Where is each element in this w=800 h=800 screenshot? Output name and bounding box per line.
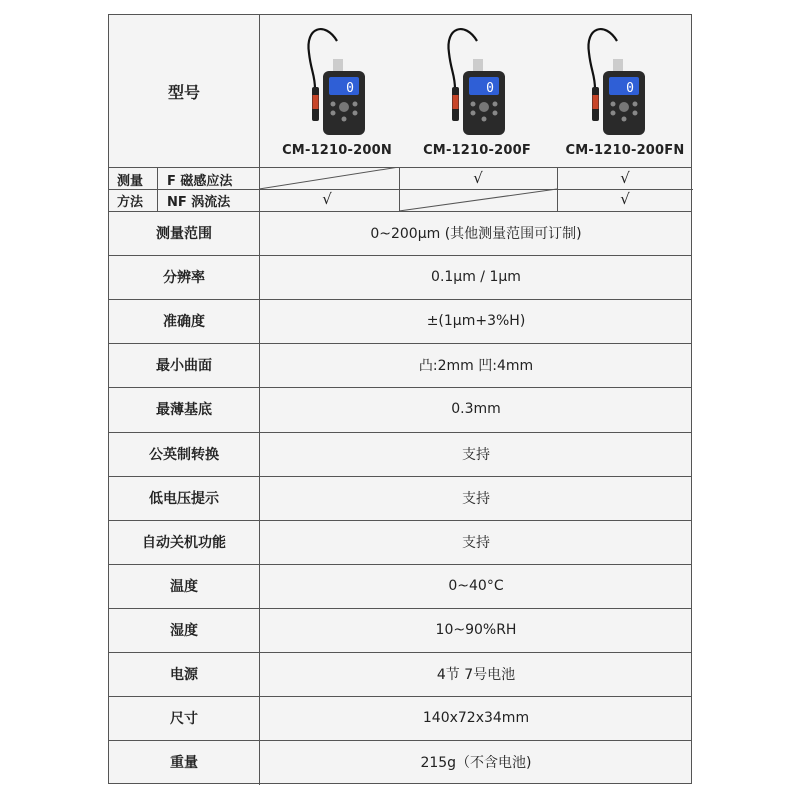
spec-value: 0~40°C bbox=[448, 577, 504, 594]
check-f-200fn: √ bbox=[620, 169, 630, 187]
spec-value: 4节 7号电池 bbox=[436, 667, 516, 684]
spec-label: 分辨率 bbox=[163, 270, 205, 287]
spec-label: 电源 bbox=[170, 667, 198, 684]
spec-value: 支持 bbox=[462, 534, 490, 551]
model-name-200f: CM-1210-200F bbox=[423, 143, 531, 158]
spec-label: 准确度 bbox=[163, 314, 205, 331]
method-group-label-2: 方法 bbox=[117, 194, 144, 210]
svg-text:0: 0 bbox=[346, 81, 354, 96]
model-name-200fn: CM-1210-200FN bbox=[565, 143, 685, 158]
model-header-label: 型号 bbox=[167, 82, 200, 102]
spec-label: 最薄基底 bbox=[156, 402, 212, 419]
spec-value: 凸:2mm 凹:4mm bbox=[418, 358, 534, 375]
spec-value: 0~200μm (其他测量范围可订制) bbox=[370, 226, 582, 243]
spec-value: 支持 bbox=[462, 446, 490, 463]
spec-value: ±(1μm+3%H) bbox=[426, 313, 526, 330]
spec-value: 支持 bbox=[462, 490, 490, 507]
check-nf-200fn: √ bbox=[620, 190, 630, 208]
spec-value: 140x72x34mm bbox=[422, 710, 530, 727]
svg-text:0: 0 bbox=[486, 81, 494, 96]
svg-text:0: 0 bbox=[626, 81, 634, 96]
model-name-200n: CM-1210-200N bbox=[282, 143, 392, 158]
spec-value: 0.3mm bbox=[451, 401, 501, 418]
spec-label: 最小曲面 bbox=[156, 358, 212, 375]
spec-value: 215g（不含电池) bbox=[420, 755, 532, 772]
spec-label: 湿度 bbox=[170, 622, 198, 639]
spec-label: 尺寸 bbox=[170, 711, 198, 728]
check-f-200f: √ bbox=[473, 169, 483, 187]
spec-label: 温度 bbox=[170, 578, 198, 595]
spec-label: 重量 bbox=[170, 755, 198, 772]
device-image-200n bbox=[297, 23, 377, 145]
method-group-label-1: 测量 bbox=[117, 173, 144, 189]
method-nf-label: NF 涡流法 bbox=[167, 194, 231, 210]
device-image-200fn bbox=[577, 23, 657, 145]
spec-value: 0.1μm / 1μm bbox=[431, 269, 521, 286]
method-f-label: F 磁感应法 bbox=[167, 173, 233, 189]
spec-value: 10~90%RH bbox=[435, 621, 517, 638]
spec-label: 测量范围 bbox=[156, 226, 212, 243]
spec-label: 自动关机功能 bbox=[142, 534, 226, 551]
spec-label: 低电压提示 bbox=[149, 490, 219, 507]
spec-table bbox=[108, 14, 692, 784]
device-image-200f bbox=[437, 23, 517, 145]
spec-label: 公英制转换 bbox=[149, 446, 219, 463]
check-nf-200n: √ bbox=[322, 190, 332, 208]
